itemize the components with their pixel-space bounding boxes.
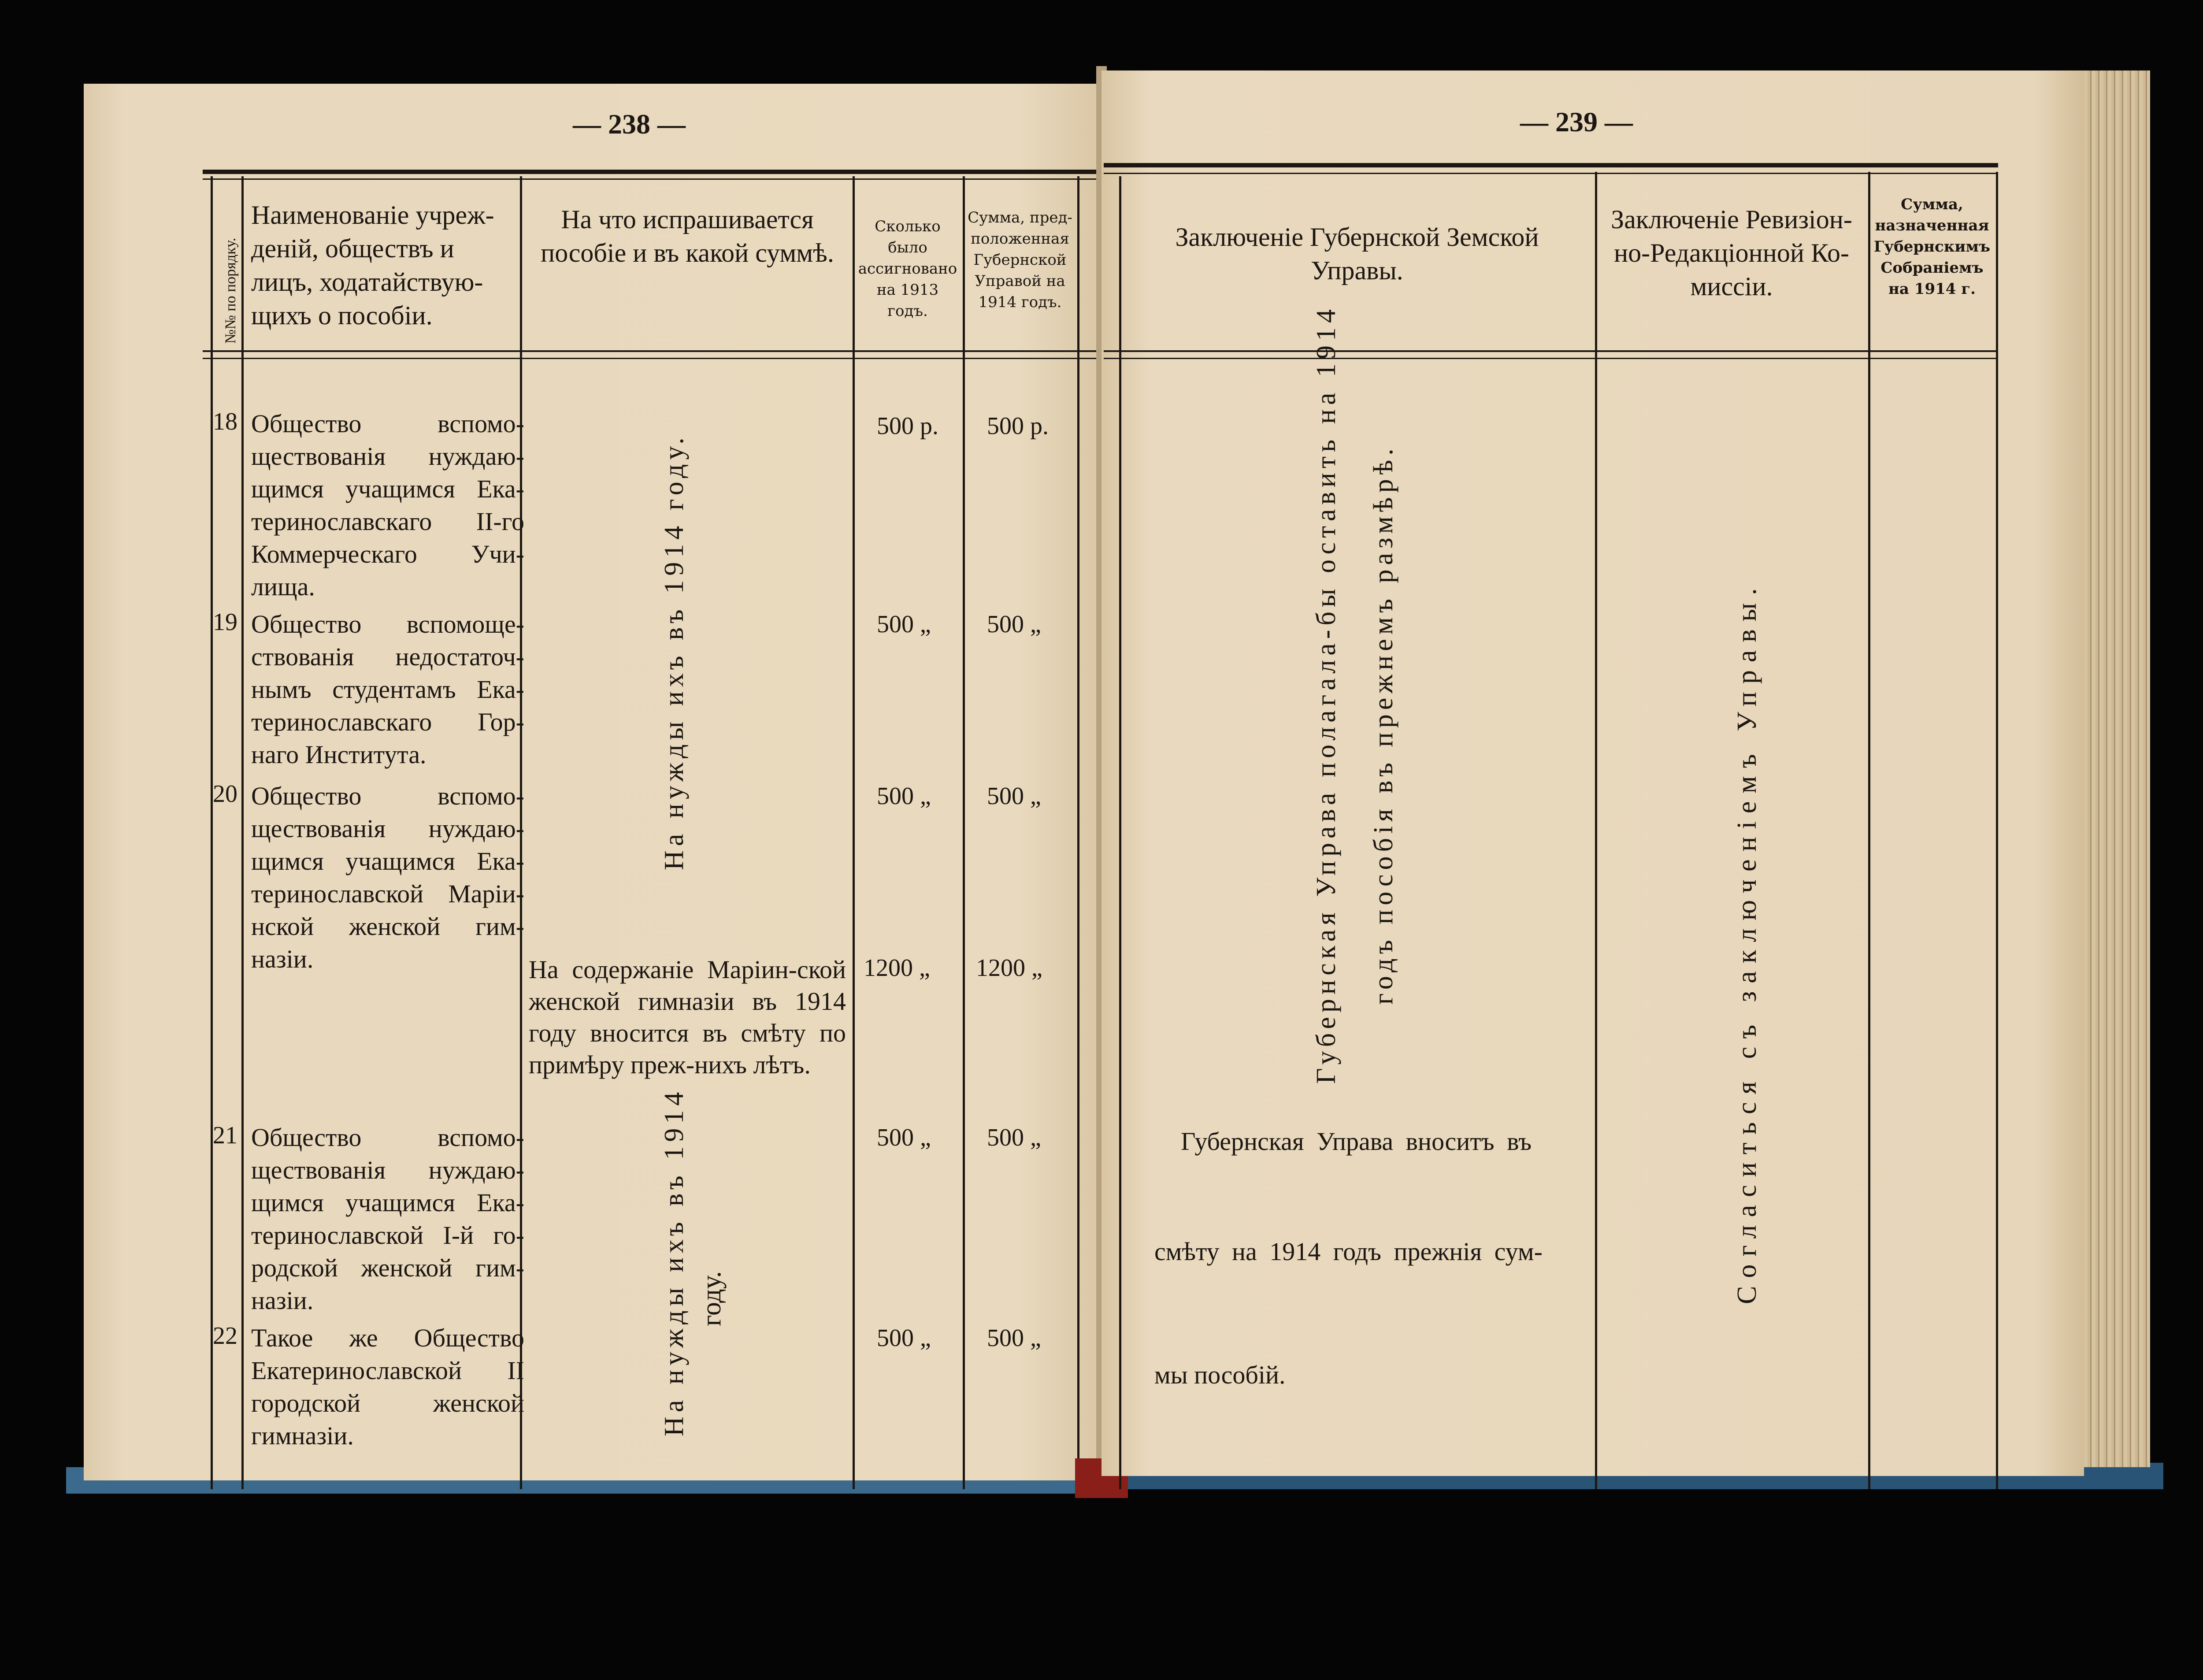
header-purpose: На что испрашивается пособіе и въ какой суммѣ.	[541, 205, 834, 267]
row-amount-1914: 500 „	[987, 783, 1041, 810]
row-amount-1913: 500 „	[877, 1324, 931, 1352]
row-number: 19	[213, 608, 237, 636]
row-number: 21	[213, 1122, 237, 1149]
header-rule-right	[1104, 350, 1998, 352]
row-amount-1913: 1200 „	[864, 954, 930, 982]
row-amount-1913: 500 „	[877, 611, 931, 638]
row-number: 20	[213, 780, 237, 808]
col-divider	[1595, 172, 1597, 1489]
row-name: Общество вспомоще-ствованія недостаточ-нымъ студентамъ Ека-теринославскаго Гор-наго Института.	[251, 610, 524, 769]
row-name: Общество вспомо-ществованія нуждаю-щимся учащимся Ека-теринославскаго II-го Коммерческаго Учи-лища.	[251, 409, 524, 601]
col-divider	[241, 176, 244, 1489]
col-divider	[1868, 172, 1870, 1489]
col-divider	[1077, 176, 1079, 1489]
header-revision: Заключеніе Ревизіон-но-Редакціонной Ко-миссіи.	[1611, 205, 1852, 301]
row-amount-1914: 500 р.	[987, 412, 1049, 440]
header-rule2-right	[1104, 358, 1998, 359]
header-name: Наименованіе учреж-деній, обществъ и лицъ, ходатайствую-щихъ о пособіи.	[251, 200, 494, 330]
uprava-vertical-line2: годъ пособія въ прежнемъ размѣрѣ.	[1369, 444, 1398, 1005]
table-top-thin-rule-right	[1104, 173, 1998, 174]
header-1913: Сколько было ассигновано на 1913 годъ.	[858, 218, 957, 320]
page-number-left: — 238 —	[573, 108, 686, 140]
header-index: №№ по порядку.	[223, 237, 239, 344]
row-amount-1913: 500 „	[877, 783, 931, 810]
uprava-vertical-line1: Губернская Управа полагала-бы оставить на 1914	[1311, 304, 1341, 1084]
revision-vertical: Согласиться съ заключеніемъ Управы.	[1732, 580, 1762, 1304]
col-divider	[211, 176, 213, 1489]
col-divider	[963, 176, 965, 1489]
col-divider	[1119, 176, 1121, 1489]
row-amount-1913: 500 „	[877, 1124, 931, 1151]
row-name: Такое же Общество Екатеринославской II городской женской гимназіи.	[251, 1324, 524, 1450]
header-assigned: Сумма, назначенная Губернскимъ Собраніемъ на 1914 г.	[1873, 196, 1991, 298]
row-name: Общество вспомо-ществованія нуждаю-щимся учащимся Ека-теринославской I-й го-родской женской гим-назіи.	[251, 1123, 524, 1315]
uprava-text-line2: смѣту на 1914 годъ прежнія сум-	[1154, 1237, 1543, 1266]
table-top-rule-left	[203, 170, 1097, 174]
row-amount-1914: 500 „	[987, 1124, 1041, 1151]
uprava-text-line1: Губернская Управа вноситъ въ	[1181, 1127, 1532, 1156]
purpose-vertical-1: На нужды ихъ въ 1914 году.	[659, 433, 689, 870]
col-divider	[853, 176, 855, 1489]
page-number-right: — 239 —	[1520, 106, 1633, 137]
row-number: 22	[213, 1322, 237, 1350]
row-amount-1914: 1200 „	[976, 954, 1042, 982]
header-uprava: Заключеніе Губернской Земской Управы.	[1175, 223, 1539, 285]
row-amount-1914: 500 „	[987, 1324, 1041, 1352]
purpose-vertical-2b: году.	[697, 1271, 727, 1326]
header-proposed: Сумма, пред-положенная Губернской Управой на 1914 годъ.	[968, 209, 1072, 311]
page-edges	[2080, 70, 2150, 1467]
uprava-text-line3: мы пособій.	[1154, 1361, 1286, 1389]
purpose-maintenance: На содержаніе Маріин-ской женской гимназіи въ 1914 году вносится въ смѣту по примѣру преж-нихъ лѣтъ.	[529, 955, 846, 1079]
row-number: 18	[213, 408, 237, 435]
row-name: Общество вспомо-ществованія нуждаю-щимся учащимся Ека-теринославской Маріи-нской женской гим-назіи.	[251, 782, 524, 973]
col-divider	[1996, 172, 1998, 1489]
row-amount-1914: 500 „	[987, 611, 1041, 638]
row-amount-1913: 500 р.	[877, 412, 938, 440]
table-top-rule-right	[1104, 163, 1998, 167]
purpose-vertical-2a: На нужды ихъ въ 1914	[659, 1087, 689, 1436]
